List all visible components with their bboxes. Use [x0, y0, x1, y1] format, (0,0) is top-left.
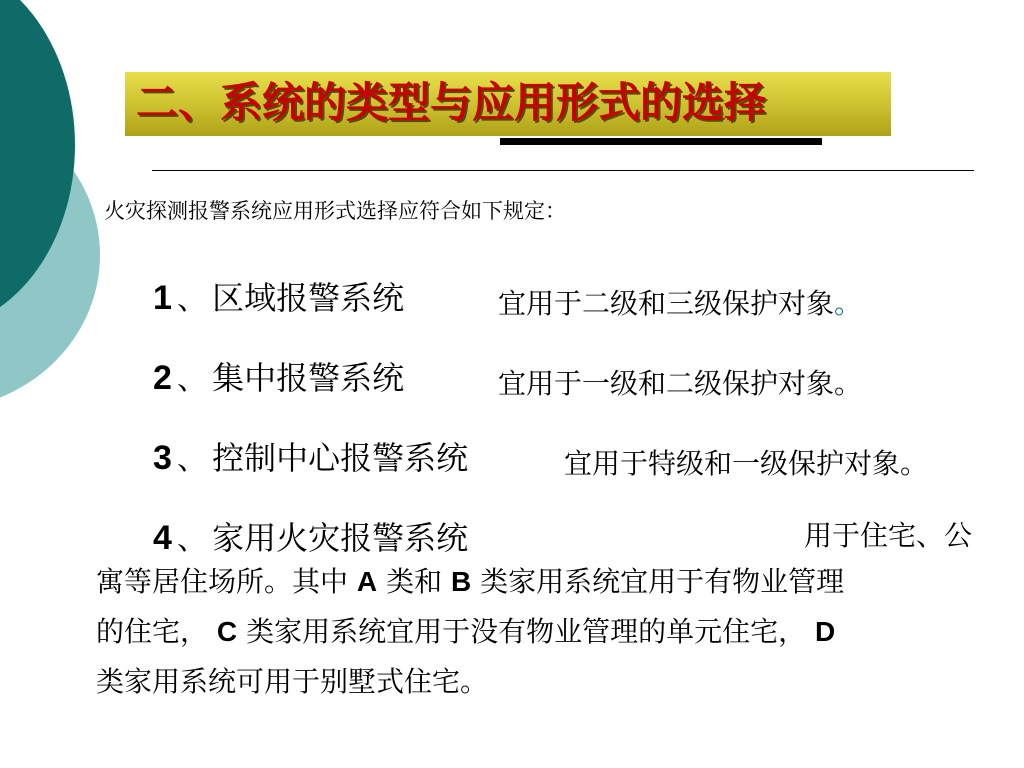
item-description [498, 282, 862, 322]
item-number: 1 [153, 279, 172, 317]
list-item [153, 433, 468, 479]
intro-text: 火灾探测报警系统应用形式选择应符合如下规定： [104, 199, 566, 223]
paragraph-line [96, 612, 835, 652]
text-segment: 的住宅， [96, 615, 209, 648]
item-period: 。 [834, 287, 863, 320]
item-separator: 、 [177, 522, 208, 557]
text-segment: 类家用系统宜用于有物业管理 [480, 565, 845, 598]
class-letter: D [814, 616, 836, 647]
list-item [153, 353, 404, 399]
item-description-text: 宜用于一级和二级保护对象 [498, 367, 835, 400]
item-number: 2 [153, 359, 172, 397]
item-period: 。 [834, 367, 863, 400]
page-title: 二、系统的类型与应用形式的选择 [136, 78, 767, 127]
text-segment: 类家用系统可用于别墅式住宅。 [96, 665, 489, 698]
item-number: 4 [153, 519, 172, 557]
list-item [153, 513, 468, 559]
text-segment: 类和 [386, 565, 443, 598]
item-name: 家用火灾报警系统 [212, 519, 469, 557]
title-underline [500, 138, 822, 145]
item-period: 。 [900, 447, 929, 480]
item-description-text: 用于住宅、公 [804, 519, 973, 552]
paragraph-line [96, 662, 488, 702]
item-name: 区域报警系统 [212, 279, 405, 317]
item-description [498, 362, 862, 402]
item-separator: 、 [177, 362, 208, 397]
item-number: 3 [153, 439, 172, 477]
item-description [564, 442, 928, 482]
item-description-text: 宜用于二级和三级保护对象 [498, 287, 835, 320]
item-name: 控制中心报警系统 [212, 439, 469, 477]
item-separator: 、 [177, 282, 208, 317]
class-letter: B [450, 566, 472, 597]
divider-line [152, 170, 974, 171]
class-letter: A [356, 566, 378, 597]
paragraph-line [96, 562, 844, 602]
item-description-text: 宜用于特级和一级保护对象 [564, 447, 901, 480]
class-letter: C [216, 616, 238, 647]
item-name: 集中报警系统 [212, 359, 405, 397]
text-segment: 类家用系统宜用于没有物业管理的单元住宅， [246, 615, 807, 648]
item-separator: 、 [177, 442, 208, 477]
list-item [153, 273, 404, 319]
text-segment: 寓等居住场所。其中 [96, 565, 349, 598]
item-description [804, 514, 972, 554]
